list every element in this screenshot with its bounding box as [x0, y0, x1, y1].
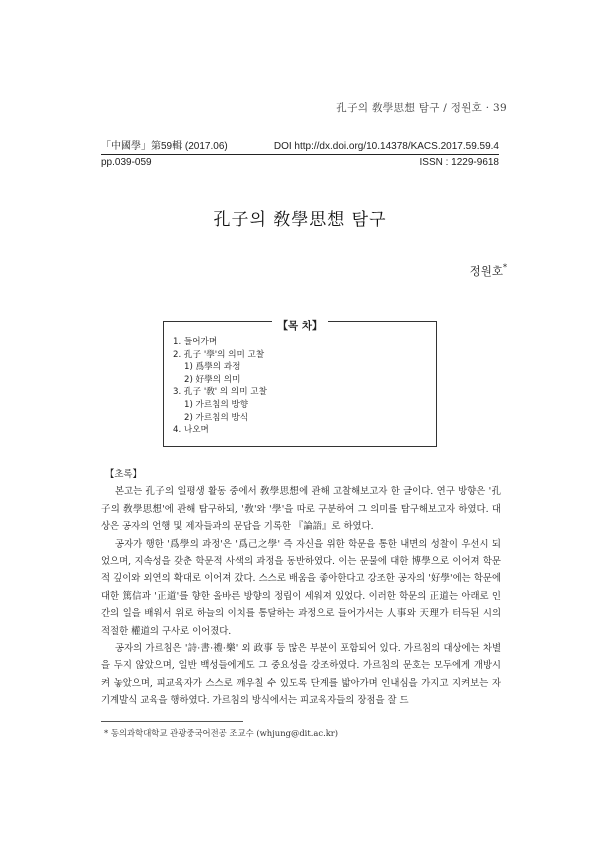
- toc-item: 1) 가르침의 방향: [184, 399, 249, 410]
- table-of-contents: [163, 321, 437, 447]
- toc-item: 2. 孔子 '學'의 의미 고찰: [173, 349, 265, 360]
- abstract-paragraph: 공자가 행한 '爲學의 과정'은 '爲己之學' 즉 자신을 위한 학문을 통한 내면의 성찰이 우선시 되었으며, 지속성을 갖춘 학문적 사색의 과정을 동반하였다. 이는 문물에 대한 博學으로 이어져 학문적 깊이와 외연의 확대로 이어져 갔다. 스스로 배움을 좋아한다고 강조한 공자의 '好學'에는 학문에 대한 篤信과 '正道'를 향한 올바른 방향의 정립이 세워져 있었다. 이러한 학문의 正道는 아래로 인간의 일을 배워서 위로 하늘의 이치를 통달하는 과정으로 들어가서는 人事와 天理가 터득된 시의 적절한 權道의 구사로 이어졌다.: [101, 538, 501, 637]
- author-name: [470, 263, 507, 279]
- toc-heading: 【목 차】: [272, 320, 329, 332]
- running-head: 孔子의 敎學思想 탐구 / 정원호 · 39: [336, 102, 507, 114]
- abstract: [101, 466, 501, 710]
- toc-item: 4. 나오며: [173, 425, 209, 436]
- issn: ISSN : 1229-9618: [419, 157, 499, 168]
- journal-issue: 「中國學」第59輯 (2017.06): [101, 141, 228, 152]
- abstract-paragraph: 본고는 孔子의 일평생 활동 중에서 敎學思想에 관해 고찰해보고자 한 글이다. 연구 방향은 '孔子의 敎學思想'에 관해 탐구하되, '敎'와 '學'을 따로 구분하여 그 의미를 탐구해보고자 하였다. 대상은 공자의 언행 및 제자들과의 문답을 기록한 『論語』로 하였다.: [101, 486, 501, 533]
- paper-title: 孔子의 敎學思想 탐구: [213, 210, 387, 230]
- abstract-heading: 【초록】: [105, 469, 142, 480]
- author-footnote-mark: *: [503, 263, 507, 273]
- toc-item: 3. 孔子 '敎' 의 의미 고찰: [173, 387, 267, 398]
- abstract-paragraph: 공자의 가르침은 '詩·書·禮·樂' 외 政事 등 많은 부분이 포함되어 있다. 가르침의 대상에는 차별을 두지 않았으며, 일반 백성들에게도 그 중요성을 강조하였다. 가르침의 문호는 모두에게 개방시켜 놓았으며, 피교육자가 스스로 깨우칠 수 있도록 단계를 밟아가며 인내심을 가지고 지켜보는 자기계발식 교육을 행하였다. 가르침의 방식에서는 피교육자들의 장점을 잘 드: [101, 643, 501, 707]
- toc-list: [173, 336, 267, 437]
- footnote: * 동의과학대학교 관광중국어전공 조교수 (whjung@dit.ac.kr): [104, 728, 339, 738]
- author-label: 정원호: [469, 264, 503, 278]
- toc-item: 2) 가르침의 방식: [184, 412, 249, 423]
- journal-meta: [101, 140, 499, 169]
- footnote-divider: [101, 721, 243, 722]
- toc-item: 1. 들어가며: [173, 337, 218, 347]
- toc-item: 2) 好學의 의미: [184, 374, 241, 385]
- toc-item: 1) 爲學의 과정: [184, 362, 241, 373]
- doi-link[interactable]: DOI http://dx.doi.org/10.14378/KACS.2017.59.59.4: [273, 141, 499, 152]
- page-range: pp.039-059: [101, 157, 152, 168]
